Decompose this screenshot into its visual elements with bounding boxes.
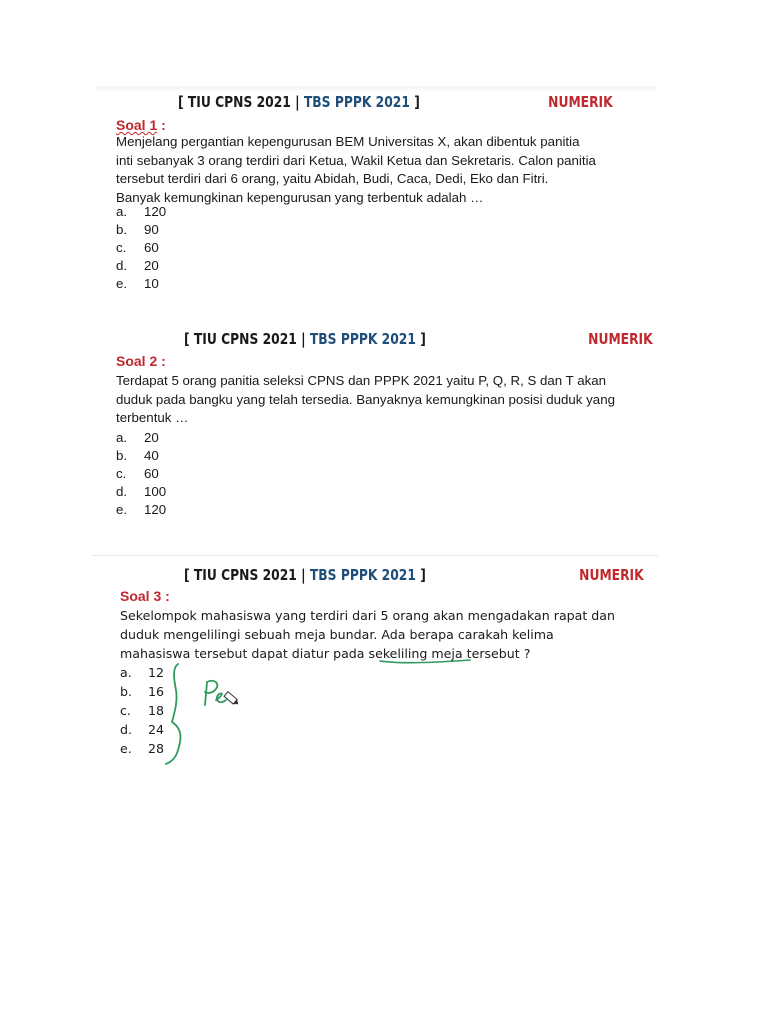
option-value: 20 xyxy=(144,258,159,273)
option-b[interactable] xyxy=(116,221,166,239)
ink-brace xyxy=(166,664,181,764)
option-value: 20 xyxy=(144,430,159,445)
option-b[interactable] xyxy=(116,447,166,465)
option-c[interactable] xyxy=(116,239,166,257)
section-divider xyxy=(92,555,658,556)
option-key: b. xyxy=(120,684,132,699)
question-3-category: NUMERIK xyxy=(579,566,644,584)
option-c[interactable] xyxy=(120,701,164,720)
page-edge-shadow xyxy=(96,86,656,92)
option-d[interactable] xyxy=(120,720,164,739)
header-tbs-label: TBS PPPK 2021 xyxy=(309,566,416,584)
header-tbs-label: TBS PPPK 2021 xyxy=(303,93,410,111)
option-key: e. xyxy=(116,502,128,517)
option-value: 24 xyxy=(148,722,165,737)
question-1-category: NUMERIK xyxy=(548,93,613,111)
question-2-text: Terdapat 5 orang panitia seleksi CPNS dan PPPK 2021 yaitu P, Q, R, S dan T akan duduk pada bangku yang telah tersedia. Banyaknya kemungkinan posisi duduk yang terbentuk … xyxy=(116,373,615,425)
question-1-label xyxy=(116,117,166,133)
header-tiu-label: [ TIU CPNS 2021 | xyxy=(184,566,306,584)
option-key: c. xyxy=(116,466,127,481)
option-e[interactable] xyxy=(116,501,166,519)
option-key: d. xyxy=(116,484,128,499)
option-key: c. xyxy=(120,703,131,718)
option-key: a. xyxy=(116,204,128,219)
option-value: 120 xyxy=(144,204,167,219)
header-tiu-label: [ TIU CPNS 2021 | xyxy=(184,330,306,348)
option-value: 90 xyxy=(144,222,159,237)
option-a[interactable] xyxy=(116,203,166,221)
header-tiu-label: [ TIU CPNS 2021 | xyxy=(178,93,300,111)
pencil-icon xyxy=(224,692,240,707)
question-3-label xyxy=(120,588,170,604)
option-a[interactable] xyxy=(116,429,166,447)
option-key: e. xyxy=(120,741,132,756)
option-value: 120 xyxy=(144,502,167,517)
option-e[interactable] xyxy=(116,275,166,293)
option-key: d. xyxy=(120,722,132,737)
question-2-label xyxy=(116,353,166,369)
option-a[interactable] xyxy=(120,663,164,682)
option-value: 16 xyxy=(148,684,165,699)
option-key: a. xyxy=(120,665,132,680)
option-value: 40 xyxy=(144,448,159,463)
option-value: 10 xyxy=(144,276,159,291)
option-key: c. xyxy=(116,240,127,255)
ink-handwriting xyxy=(205,681,226,705)
option-d[interactable] xyxy=(116,257,166,275)
soal-label-text: Soal 1 xyxy=(116,117,158,133)
question-1-text: Menjelang pergantian kepengurusan BEM Universitas X, akan dibentuk panitia inti sebanyak 3 orang terdiri dari Ketua, Wakil Ketua dan Sekretaris. Calon panitia tersebut terdiri dari 6 orang, yaitu Abidah, Budi, Caca, Dedi, Eko dan Fitri. Banyak kemungkinan kepengurusan yang terbentuk adalah … xyxy=(116,134,596,205)
option-b[interactable] xyxy=(120,682,164,701)
header-tbs-label: TBS PPPK 2021 xyxy=(309,330,416,348)
option-e[interactable] xyxy=(120,739,164,758)
option-value: 18 xyxy=(148,703,165,718)
soal-label-text: Soal 3 xyxy=(120,588,162,604)
option-value: 28 xyxy=(148,741,165,756)
header-close-bracket: ] xyxy=(414,93,420,111)
question-2-options xyxy=(116,429,166,519)
option-d[interactable] xyxy=(116,483,166,501)
header-close-bracket: ] xyxy=(420,566,426,584)
option-c[interactable] xyxy=(116,465,166,483)
header-close-bracket: ] xyxy=(420,330,426,348)
soal-label-colon: : xyxy=(157,353,166,369)
option-key: d. xyxy=(116,258,128,273)
question-3-options xyxy=(120,663,164,758)
option-key: b. xyxy=(116,222,128,237)
soal-label-text: Soal 2 xyxy=(116,353,158,369)
option-key: b. xyxy=(116,448,128,463)
option-key: e. xyxy=(116,276,128,291)
question-3-text: Sekelompok mahasiswa yang terdiri dari 5 orang akan mengadakan rapat dan duduk mengelilingi sebuah meja bundar. Ada berapa carakah kelima mahasiswa tersebut dapat diatur pada sekeliling meja tersebut ? xyxy=(120,608,616,661)
soal-label-colon: : xyxy=(157,117,166,133)
option-value: 12 xyxy=(148,665,165,680)
option-value: 60 xyxy=(144,466,159,481)
question-2-category: NUMERIK xyxy=(588,330,653,348)
soal-label-colon: : xyxy=(161,588,170,604)
option-key: a. xyxy=(116,430,128,445)
question-1-options xyxy=(116,203,166,293)
option-value: 60 xyxy=(144,240,159,255)
option-value: 100 xyxy=(144,484,167,499)
